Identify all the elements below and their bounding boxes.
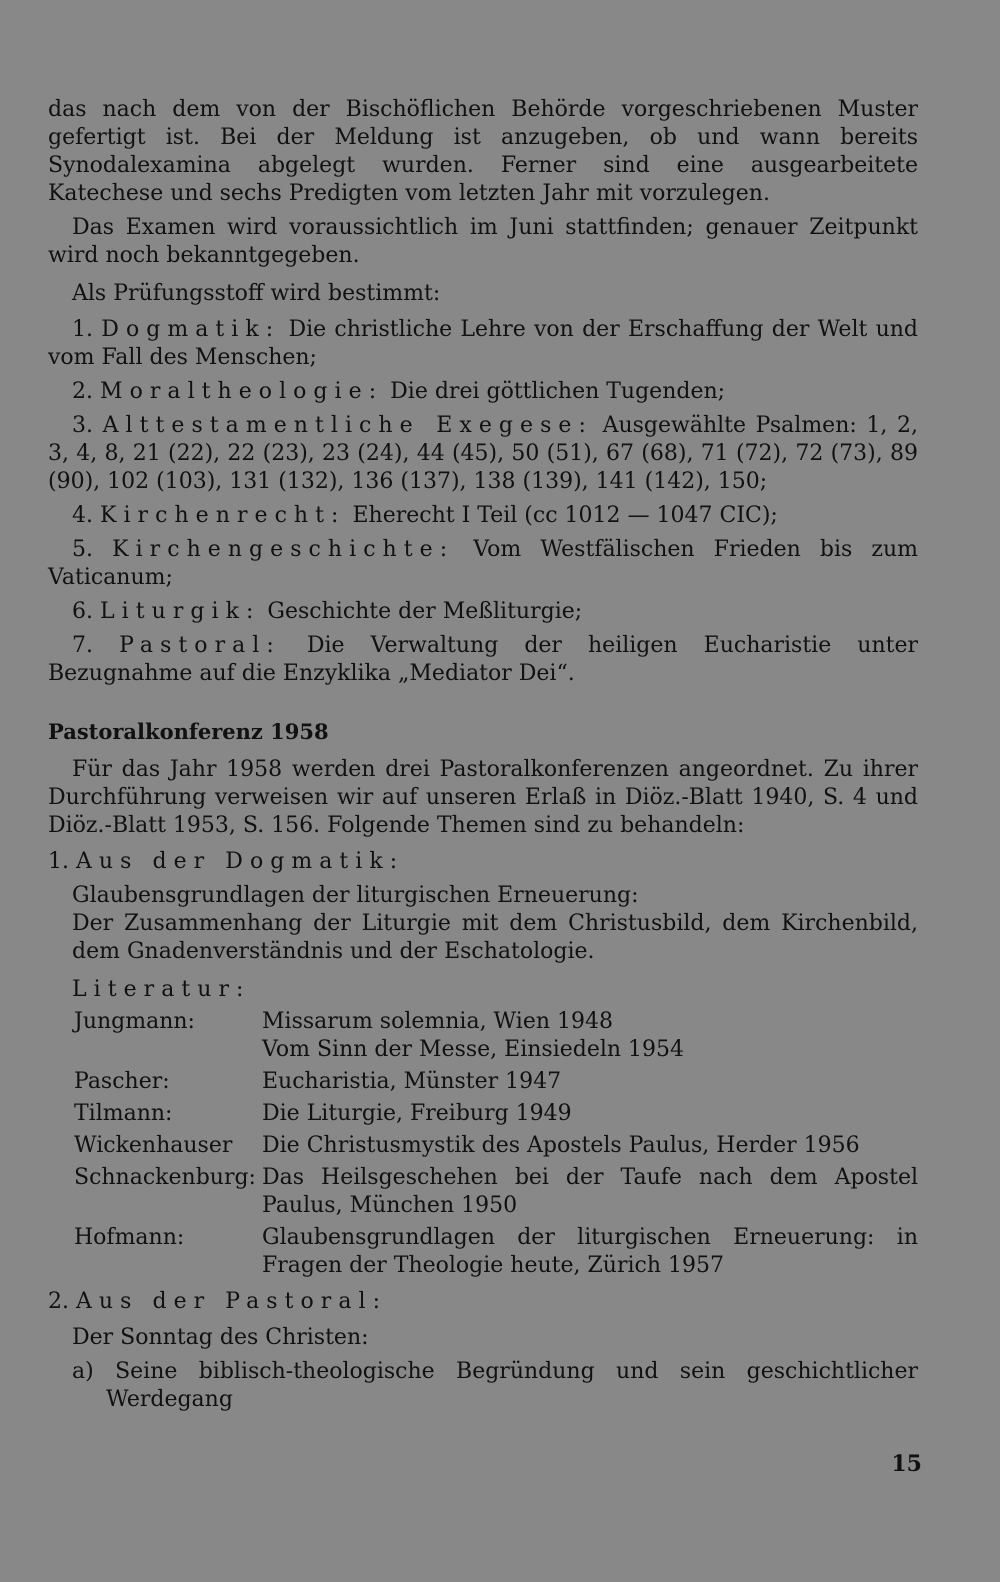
subject-title: Kirchenrecht: [100,503,346,528]
subject-number: 1. [72,317,93,342]
subject-number: 6. [72,599,93,624]
page-number: 15 [891,1451,922,1477]
topic-1-line-1: Glaubensgrundlagen der liturgischen Erneuerung: [72,883,639,908]
subject-title: Kirchengeschichte: [112,537,455,562]
subject-text: Die Verwaltung der heiligen Eucharistie unter Bezugnahme auf die Enzyklika „Mediator Dei“. [48,633,918,686]
subject-item [48,598,918,626]
literature-work: Missarum solemnia, Wien 1948 [262,1009,613,1034]
literature-entry [74,1008,918,1036]
topic-2-line-1: Der Sonntag des Christen: [72,1325,369,1350]
item-text: Seine biblisch-theologische Begründung und sein geschichtlicher Werdegang [106,1359,919,1412]
literature-entry [74,1068,918,1096]
topic-2-heading [48,1288,918,1316]
subject-title: Alttestamentliche Exegese: [102,413,593,438]
literature-author: Wickenhauser [74,1133,233,1158]
literature-label: Literatur: [72,977,251,1002]
subject-text: Vom Westfälischen Frieden bis zum Vaticanum; [48,537,918,590]
subject-text: Die christliche Lehre von der Erschaffung der Welt und vom Fall des Menschen; [48,317,919,370]
subject-text: Eherecht I Teil (cc 1012 — 1047 CIC); [352,503,778,528]
literature-work: Die Christusmystik des Apostels Paulus, Herder 1956 [262,1133,860,1158]
subject-item [48,316,918,372]
literature-entry [74,1100,918,1128]
subject-item [48,536,918,592]
section-heading: Pastoralkonferenz 1958 [48,719,329,744]
literature-author: Hofmann: [74,1225,185,1250]
subject-text: Die drei göttlichen Tugenden; [390,379,726,404]
subject-title: Liturgik: [100,599,261,624]
topic-1-heading [48,848,918,876]
literature-work: Glaubensgrundlagen der liturgischen Erneuerung: in Fragen der Theologie heute, Zürich 1957 [262,1225,918,1278]
literature-work: Eucharistia, Münster 1947 [262,1069,562,1094]
subject-text: Geschichte der Meßliturgie; [267,599,583,624]
subject-item [48,378,918,406]
literature-entry [74,1164,918,1220]
subject-item [48,412,918,496]
literature-author [74,1036,262,1064]
topic-title: Aus der Pastoral: [76,1289,388,1314]
subject-number: 4. [72,503,93,528]
literature-author: Tilmann: [74,1101,173,1126]
subject-title: Pastoral: [119,633,281,658]
page-content [48,96,918,1414]
literature-entry [74,1224,918,1280]
topic-number: 2. [48,1289,69,1314]
topic-title: Aus der Dogmatik: [76,849,405,874]
intro-paragraph-3: Als Prüfungsstoff wird bestimmt: [72,281,441,306]
literature-author: Jungmann: [74,1009,195,1034]
subject-number: 2. [72,379,93,404]
subject-text: Ausgewählte Psalmen: 1, 2, 3, 4, 8, 21 (22), 22 (23), 23 (24), 44 (45), 50 (51), 67 (68), 71 (72), 72 (73), 89 (90), 102 (103), 131 (132), 136 (137), 138 (139), 141 (142), 150; [48,413,918,494]
topic-number: 1. [48,849,69,874]
exam-subjects-list [48,316,918,688]
subject-number: 7. [72,633,93,658]
subject-item [48,632,918,688]
topic-1-line-2: Der Zusammenhang der Liturgie mit dem Christusbild, dem Kirchenbild, dem Gnadenverständnis und der Eschatologie. [72,911,918,964]
literature-work: Vom Sinn der Messe, Einsiedeln 1954 [262,1037,685,1062]
subject-title: Dogmatik: [101,317,281,342]
item-label: a) [72,1359,94,1384]
subject-number: 5. [72,537,93,562]
subject-title: Moraltheologie: [100,379,384,404]
literature-work: Das Heilsgeschehen bei der Taufe nach dem Apostel Paulus, München 1950 [262,1165,918,1218]
literature-entry [74,1132,918,1160]
topic-2-item-a [48,1358,918,1414]
subject-item [48,502,918,530]
intro-paragraph-2: Das Examen wird voraussichtlich im Juni stattfinden; genauer Zeitpunkt wird noch bekanntgegeben. [48,215,918,268]
literature-list [74,1008,918,1280]
literature-work: Die Liturgie, Freiburg 1949 [262,1101,572,1126]
literature-entry [74,1036,918,1064]
subject-number: 3. [72,413,93,438]
literature-author: Schnackenburg: [74,1165,256,1190]
literature-author: Pascher: [74,1069,170,1094]
section-intro: Für das Jahr 1958 werden drei Pastoralkonferenzen angeordnet. Zu ihrer Durchführung verweisen wir auf unseren Erlaß in Diöz.-Blatt 1940, S. 4 und Diöz.-Blatt 1953, S. 156. Folgende Themen sind zu behandeln: [48,757,918,838]
intro-paragraph-1: das nach dem von der Bischöflichen Behörde vorgeschriebenen Muster gefertigt ist. Bei der Meldung ist anzugeben, ob und wann bereits Synodalexamina abgelegt wurden. Ferner sind eine ausgearbeitete Katechese und sechs Predigten vom letzten Jahr mit vorzulegen. [48,97,918,206]
